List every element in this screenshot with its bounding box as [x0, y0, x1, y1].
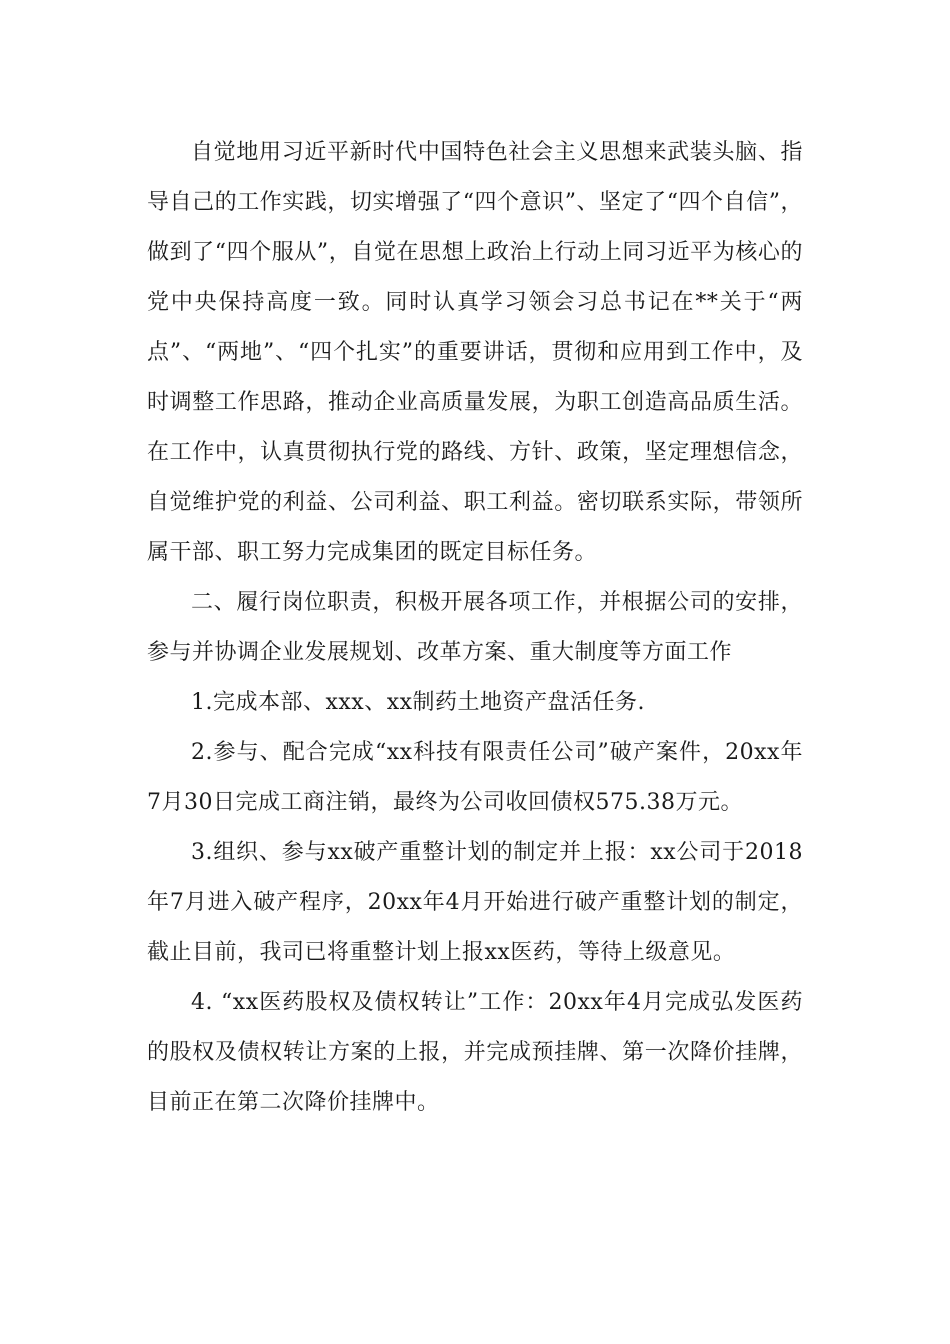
paragraph-item-2: 2.参与、配合完成“xx科技有限责任公司”破产案件，20xx年7月30日完成工商注销，最终为公司收回债权575.38万元。 — [147, 740, 803, 815]
paragraph-item-3: 3.组织、参与xx破产重整计划的制定并上报：xx公司于2018年7月进入破产程序，20xx年4月开始进行破产重整计划的制定，截止目前，我司已将重整计划上报xx医药，等待上级意见。 — [147, 840, 803, 965]
paragraph-section-two-heading: 二、履行岗位职责，积极开展各项工作，并根据公司的安排，参与并协调企业发展规划、改革方案、重大制度等方面工作 — [147, 590, 803, 665]
paragraph-item-4: 4. “xx医药股权及债权转让”工作：20xx年4月完成弘发医药的股权及债权转让方案的上报，并完成预挂牌、第一次降价挂牌，目前正在第二次降价挂牌中。 — [147, 990, 803, 1115]
paragraph-ideology: 自觉地用习近平新时代中国特色社会主义思想来武装头脑、指导自己的工作实践，切实增强了“四个意识”、坚定了“四个自信”，做到了“四个服从”，自觉在思想上政治上行动上同习近平为核心的党中央保持高度一致。同时认真学习领会习总书记在**关于“两点”、“两地”、“四个扎实”的重要讲话，贯彻和应用到工作中，及时调整工作思路，推动企业高质量发展，为职工创造高品质生活。在工作中，认真贯彻执行党的路线、方针、政策，坚定理想信念，自觉维护党的利益、公司利益、职工利益。密切联系实际，带领所属干部、职工努力完成集团的既定目标任务。 — [147, 140, 803, 565]
paragraph-item-1: 1.完成本部、xxx、xx制药土地资产盘活任务. — [191, 690, 646, 715]
document-body — [147, 128, 803, 1128]
